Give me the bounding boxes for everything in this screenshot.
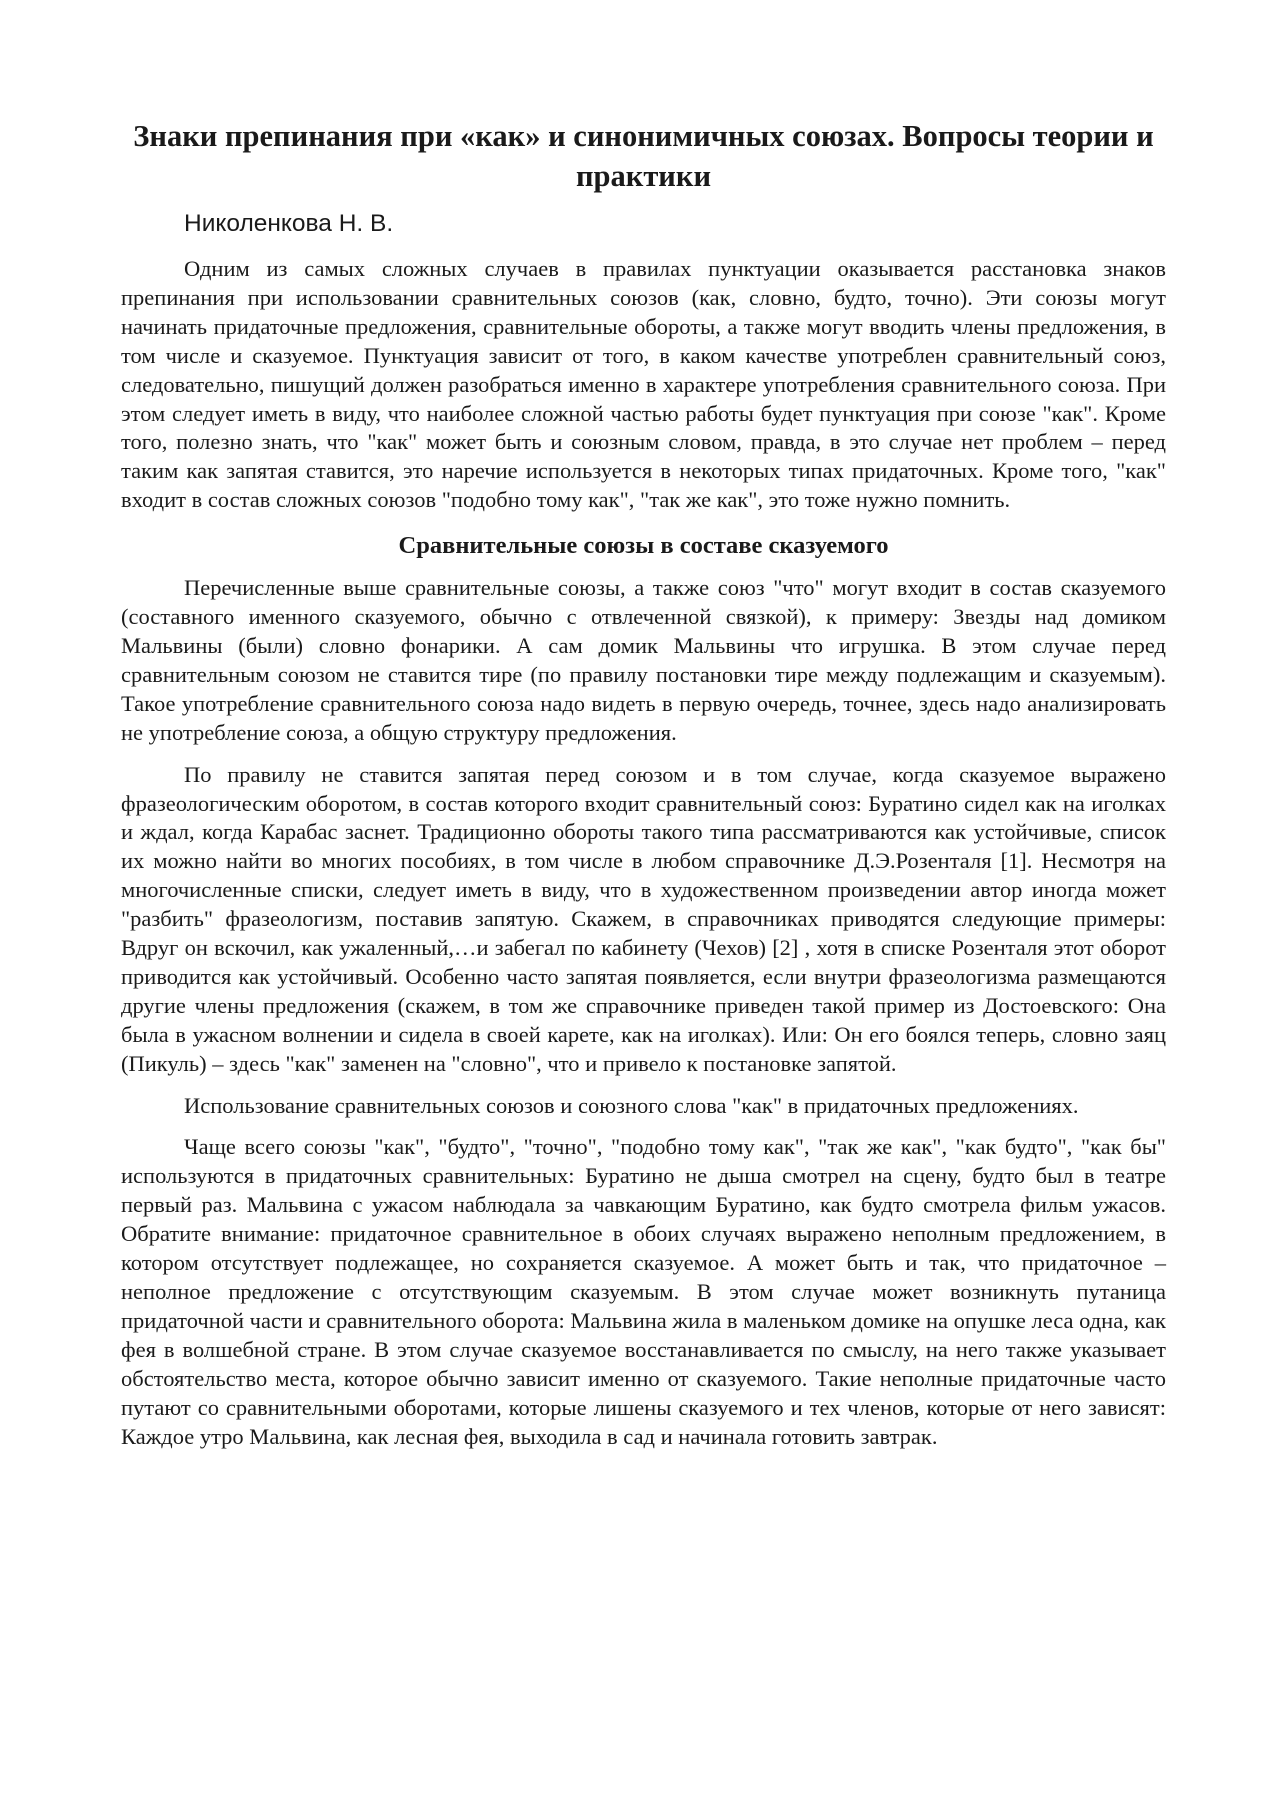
section-paragraph-4: Чаще всего союзы "как", "будто", "точно", "подобно тому как", "так же как", "как будто", "как бы" используются в придаточных сравнительных: Буратино не дыша смотрел на сцену, будто был в театре первый раз. Мальвина с ужасом наблюдала за чавкающим Буратино, как будто смотрела фильм ужасов. Обратите внимание: придаточное сравнительное в обоих случаях выражено неполным предложением, в котором отсутствует подлежащее, но сохраняется сказуемое. А может быть и так, что придаточное – неполное предложение с отсутствующим сказуемым. В этом случае может возникнуть путаница придаточной части и сравнительного оборота: Мальвина жила в маленьком домике на опушке леса одна, как фея в волшебной стране. В этом случае сказуемое восстанавливается по смыслу, на него также указывает обстоятельство места, которое обычно зависит именно от сказуемого. Такие неполные придаточные часто путают со сравнительными оборотами, которые лишены сказуемого и тех членов, которые от него зависят: Каждое утро Мальвина, как лесная фея, выходила в сад и начинала готовить завтрак.: [121, 1134, 1166, 1449]
document-page: [121, 116, 1166, 1451]
section-paragraph-3: Использование сравнительных союзов и союзного слова "как" в придаточных предложениях.: [184, 1092, 1079, 1118]
intro-paragraph: Одним из самых сложных случаев в правилах пунктуации оказывается расстановка знаков препинания при использовании сравнительных союзов (как, словно, будто, точно). Эти союзы могут начинать придаточные предложения, сравнительные обороты, а также могут вводить члены предложения, в том числе и сказуемое. Пунктуация зависит от того, в каком качестве употреблен сравнительный союз, следовательно, пишущий должен разобраться именно в характере употребления сравнительного союза. При этом следует иметь в виду, что наиболее сложной частью работы будет пунктуация при союзе "как". Кроме того, полезно знать, что "как" может быть и союзным словом, правда, в это случае нет проблем – перед таким как запятая ставится, это наречие используется в некоторых типах придаточных. Кроме того, "как" входит в состав сложных союзов "подобно тому как", "так же как", это тоже нужно помнить.: [121, 256, 1166, 513]
section-paragraph-1: Перечисленные выше сравнительные союзы, а также союз "что" могут входит в состав сказуемого (составного именного сказуемого, обычно с отвлеченной связкой), к примеру: Звезды над домиком Мальвины (были) словно фонарики. А сам домик Мальвины что игрушка. В этом случае перед сравнительным союзом не ставится тире (по правилу постановки тире между подлежащим и сказуемым). Такое употребление сравнительного союза надо видеть в первую очередь, точнее, здесь надо анализировать не употребление союза, а общую структуру предложения.: [121, 575, 1166, 745]
section-paragraph-2: По правилу не ставится запятая перед союзом и в том случае, когда сказуемое выражено фразеологическим оборотом, в состав которого входит сравнительный союз: Буратино сидел как на иголках и ждал, когда Карабас заснет. Традиционно обороты такого типа рассматриваются как устойчивые, список их можно найти во многих пособиях, в том числе в любом справочнике Д.Э.Розенталя [1]. Несмотря на многочисленные списки, следует иметь в виду, что в художественном произведении автор иногда может "разбить" фразеологизм, поставив запятую. Скажем, в справочниках приводятся следующие примеры: Вдруг он вскочил, как ужаленный,…и забегал по кабинету (Чехов) [2] , хотя в списке Розенталя этот оборот приводится как устойчивый. Особенно часто запятая появляется, если внутри фразеологизма размещаются другие члены предложения (скажем, в том же справочнике приведен такой пример из Достоевского: Она была в ужасном волнении и сидела в своей карете, как на иголках). Или: Он его боялся теперь, словно заяц (Пикуль) – здесь "как" заменен на "словно", что и привело к постановке запятой.: [121, 761, 1166, 1076]
document-title: Знаки препинания при «как» и синонимичных союзах. Вопросы теории и практики: [133, 119, 1154, 193]
section-heading: Сравнительные союзы в составе сказуемого: [398, 532, 889, 560]
document-author: Николенкова Н. В.: [184, 210, 394, 237]
